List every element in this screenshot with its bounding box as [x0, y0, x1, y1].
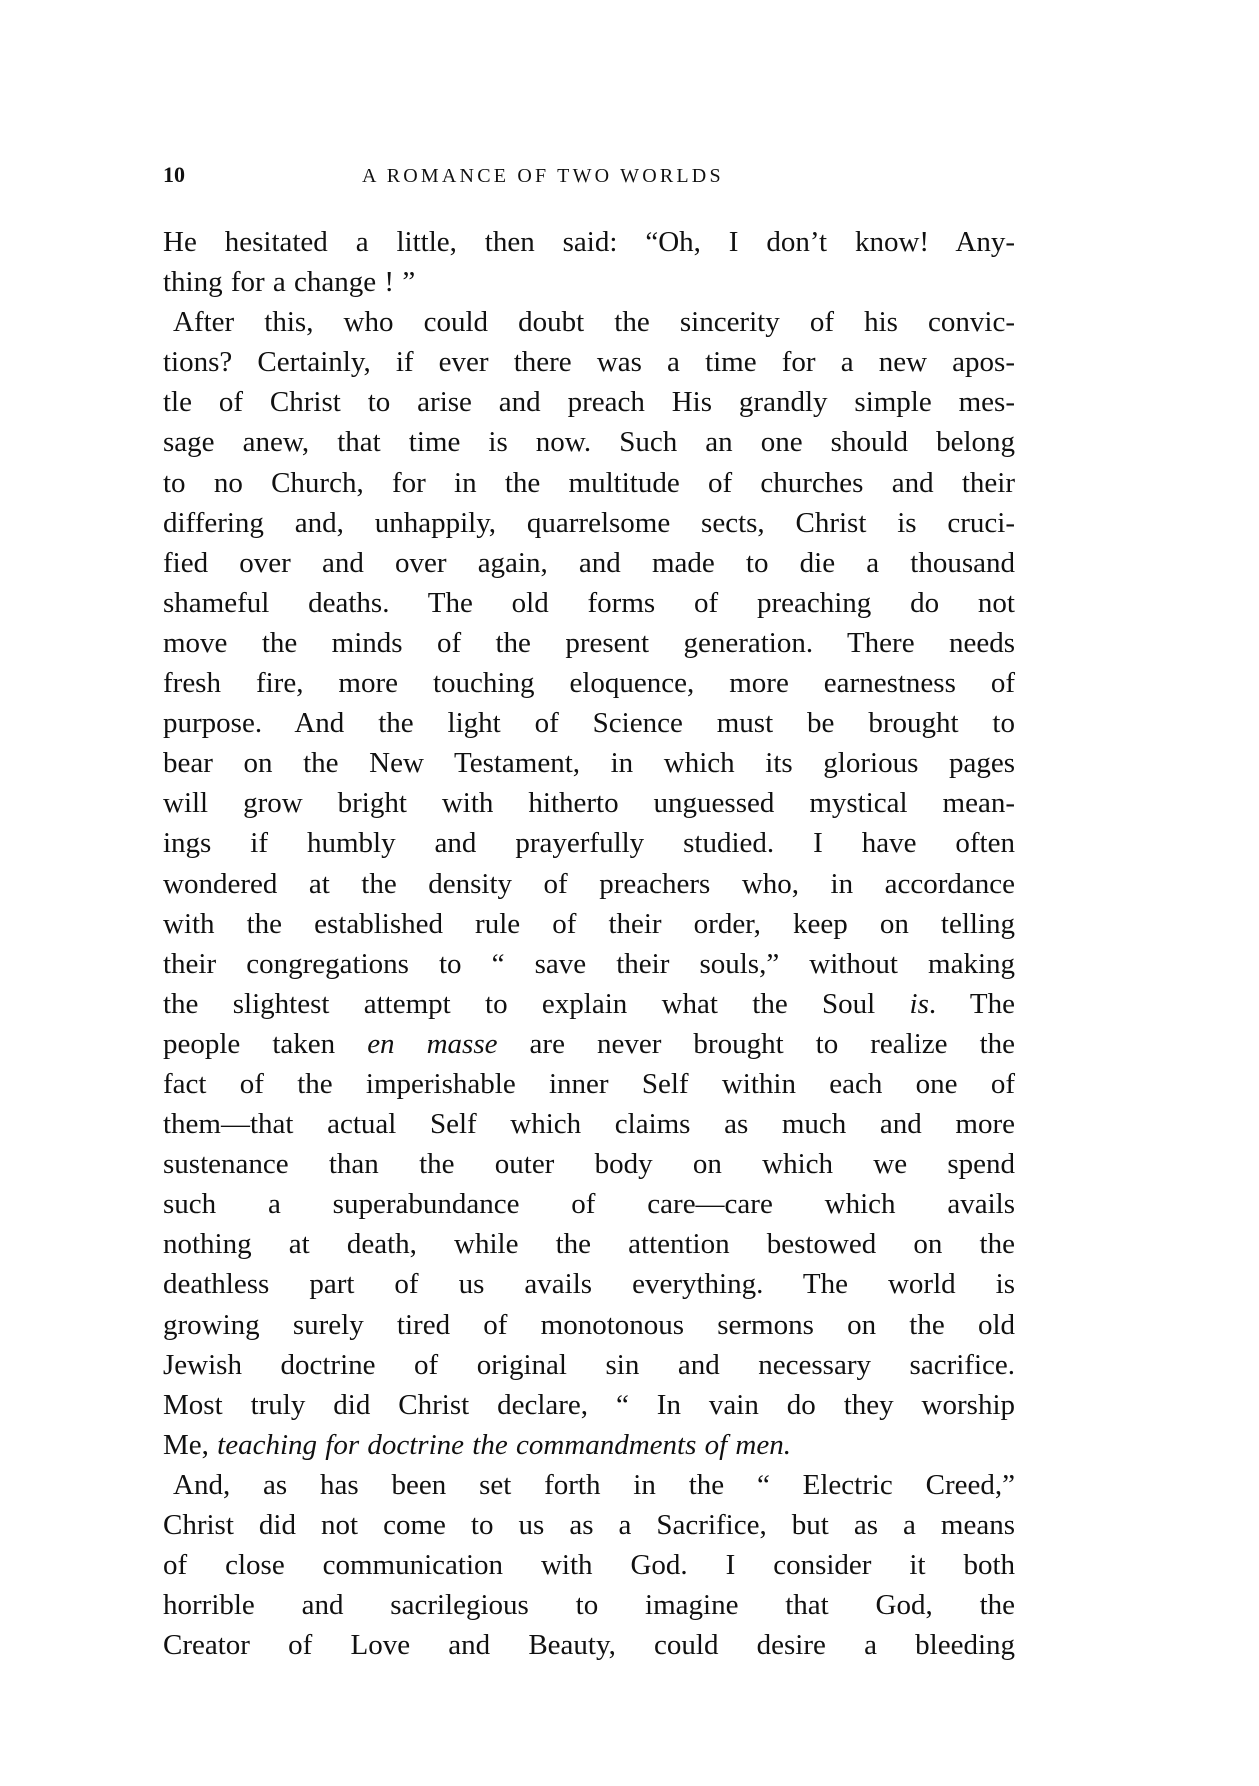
text-segment: bear on the New Testament, in which its glorious pages	[163, 747, 1015, 780]
text-line	[163, 1385, 1015, 1425]
text-segment: Me,	[163, 1428, 218, 1461]
text-line	[163, 503, 1015, 543]
text-line	[163, 1224, 1015, 1264]
text-line	[163, 1465, 1015, 1505]
text-segment: tions? Certainly, if ever there was a time for a new apos-	[163, 346, 1015, 379]
text-segment: shameful deaths. The old forms of preaching do not	[163, 586, 1015, 619]
text-segment: of close communication with God. I consider it both	[163, 1549, 1015, 1582]
text-segment: will grow bright with hitherto unguessed mystical mean-	[163, 787, 1015, 820]
text-line	[163, 1545, 1015, 1585]
text-line	[163, 783, 1015, 823]
text-line	[163, 864, 1015, 904]
text-segment: nothing at death, while the attention bestowed on the	[163, 1228, 1015, 1261]
text-segment: fresh fire, more touching eloquence, more earnestness of	[163, 667, 1015, 700]
italic-text: is	[909, 987, 929, 1020]
text-segment: After this, who could doubt the sincerity of his convic-	[173, 306, 1015, 339]
text-line	[163, 1425, 1015, 1465]
text-segment: them—that actual Self which claims as much and more	[163, 1108, 1015, 1141]
text-segment: He hesitated a little, then said: “Oh, I don’t know! Any-	[163, 226, 1015, 258]
text-line	[163, 1064, 1015, 1104]
text-line	[163, 944, 1015, 984]
text-segment: people taken	[163, 1027, 368, 1060]
text-line	[163, 623, 1015, 663]
text-segment: sustenance than the outer body on which we spend	[163, 1148, 1015, 1181]
text-segment: sage anew, that time is now. Such an one should belong	[163, 426, 1015, 459]
text-line	[163, 583, 1015, 623]
text-line	[163, 1625, 1015, 1665]
italic-text: teaching for doctrine the commandments of men.	[217, 1428, 791, 1461]
text-line	[163, 1264, 1015, 1304]
text-segment: And, as has been set forth in the “ Electric Creed,”	[173, 1468, 1015, 1501]
text-line	[163, 463, 1015, 503]
text-line	[163, 543, 1015, 583]
text-segment: tle of Christ to arise and preach His grandly simple mes-	[163, 386, 1015, 419]
running-title: A ROMANCE OF TWO WORLDS	[362, 165, 724, 187]
text-segment: ings if humbly and prayerfully studied. I have often	[163, 827, 1015, 860]
text-line	[163, 984, 1015, 1024]
text-line	[163, 1345, 1015, 1385]
text-line	[163, 1184, 1015, 1224]
text-segment: are never brought to realize the	[497, 1027, 1015, 1060]
text-line	[163, 703, 1015, 743]
text-segment: growing surely tired of monotonous sermons on the old	[163, 1308, 1015, 1341]
text-segment: Christ did not come to us as a Sacrifice, but as a means	[163, 1509, 1015, 1541]
text-segment: their congregations to “ save their souls,” without making	[163, 947, 1015, 980]
text-line	[163, 1144, 1015, 1184]
body-text	[163, 222, 1015, 1665]
text-line	[163, 1104, 1015, 1144]
text-segment: horrible and sacrilegious to imagine that God, the	[163, 1589, 1015, 1622]
text-segment: move the minds of the present generation. There needs	[163, 626, 1015, 659]
text-segment: Most truly did Christ declare, “ In vain do they worship	[163, 1388, 1015, 1421]
text-line	[163, 1024, 1015, 1064]
text-line	[163, 663, 1015, 703]
text-line	[163, 342, 1015, 382]
text-segment: fied over and over again, and made to die a thousand	[163, 546, 1015, 579]
text-segment: . The	[928, 987, 1015, 1020]
text-segment: thing for a change ! ”	[163, 266, 416, 299]
page-number: 10	[163, 162, 185, 187]
text-line	[163, 222, 1015, 262]
text-line	[163, 382, 1015, 422]
text-line	[163, 1505, 1015, 1545]
italic-text: en masse	[367, 1027, 498, 1060]
text-segment: differing and, unhappily, quarrelsome sects, Christ is cruci-	[163, 506, 1015, 539]
text-line	[163, 1305, 1015, 1345]
text-line	[163, 904, 1015, 944]
text-line	[163, 743, 1015, 783]
text-segment: to no Church, for in the multitude of churches and their	[163, 466, 1015, 499]
text-segment: fact of the imperishable inner Self within each one of	[163, 1067, 1015, 1100]
text-segment: with the established rule of their order, keep on telling	[163, 907, 1015, 940]
text-line	[163, 1585, 1015, 1625]
text-segment: wondered at the density of preachers who, in accordance	[163, 867, 1015, 900]
text-segment: the slightest attempt to explain what the Soul	[163, 987, 910, 1020]
text-line	[163, 823, 1015, 863]
text-segment: Jewish doctrine of original sin and necessary sacrifice.	[163, 1348, 1015, 1381]
text-segment: such a superabundance of care—care which avails	[163, 1188, 1015, 1221]
text-line	[163, 262, 1015, 302]
text-segment: Creator of Love and Beauty, could desire a bleeding	[163, 1629, 1015, 1662]
text-line	[163, 302, 1015, 342]
text-segment: deathless part of us avails everything. The world is	[163, 1268, 1015, 1301]
text-line	[163, 422, 1015, 462]
text-segment: purpose. And the light of Science must be brought to	[163, 707, 1015, 740]
